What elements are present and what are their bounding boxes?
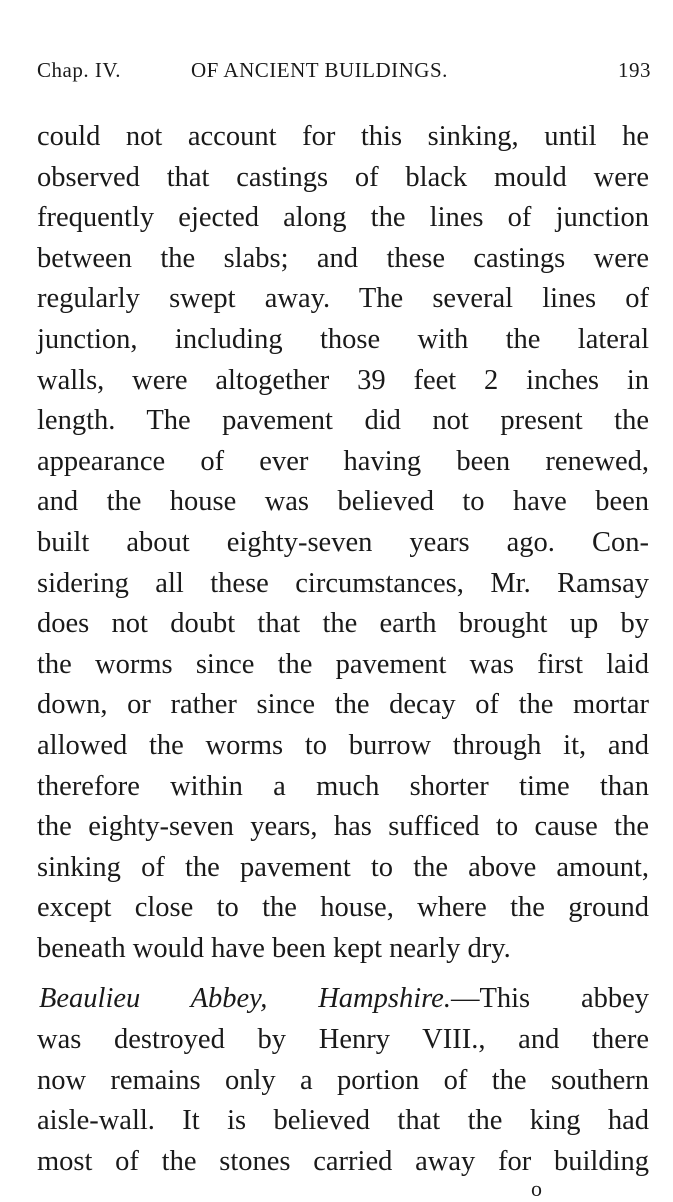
- text-line: [37, 979, 649, 1020]
- text-line: length. The pavement did not present the: [37, 405, 649, 437]
- text-line: frequently ejected along the lines of junction: [37, 202, 649, 234]
- text-line: does not doubt that the earth brought up by: [37, 608, 649, 640]
- text-line: appearance of ever having been renewed,: [37, 445, 649, 477]
- text-fragment: —This abbey: [450, 983, 650, 1015]
- text-line: most of the stones carried away for building: [37, 1145, 649, 1177]
- text-line: was destroyed by Henry VIII., and there: [37, 1024, 649, 1056]
- running-header: [37, 58, 653, 90]
- text-line: and the house was believed to have been: [37, 486, 649, 518]
- body-text: [37, 117, 649, 1182]
- page-number: 193: [618, 58, 651, 82]
- text-line: sinking of the pavement to the above amount,: [37, 851, 649, 883]
- paragraph: [37, 979, 649, 1182]
- text-line: the eighty-seven years, has sufficed to cause the: [37, 811, 649, 843]
- signature-mark: o: [531, 1176, 542, 1201]
- text-line: could not account for this sinking, until he: [37, 121, 649, 152]
- text-line: walls, were altogether 39 feet 2 inches in: [37, 364, 649, 396]
- paragraph: [37, 117, 649, 969]
- chapter-title: OF ANCIENT BUILDINGS.: [191, 58, 448, 82]
- text-line: observed that castings of black mould were: [37, 161, 649, 193]
- text-line: allowed the worms to burrow through it, and: [37, 729, 649, 761]
- text-line: aisle-wall. It is believed that the king had: [37, 1105, 649, 1137]
- text-line: sidering all these circumstances, Mr. Ramsay: [37, 567, 649, 599]
- text-line: except close to the house, where the ground: [37, 892, 649, 924]
- text-line: beneath would have been kept nearly dry.: [37, 932, 511, 964]
- text-line: therefore within a much shorter time than: [37, 770, 649, 802]
- text-line: down, or rather since the decay of the mortar: [37, 689, 649, 721]
- text-line: now remains only a portion of the southern: [37, 1064, 649, 1096]
- text-line: the worms since the pavement was first laid: [37, 648, 649, 680]
- chapter-label: Chap. IV.: [37, 58, 122, 82]
- text-line: built about eighty-seven years ago. Con-: [37, 526, 649, 558]
- section-heading: Beaulieu Abbey, Hampshire.: [39, 983, 451, 1015]
- text-line: regularly swept away. The several lines of: [37, 283, 649, 315]
- text-line: between the slabs; and these castings were: [37, 242, 649, 274]
- text-line: junction, including those with the lateral: [37, 323, 649, 355]
